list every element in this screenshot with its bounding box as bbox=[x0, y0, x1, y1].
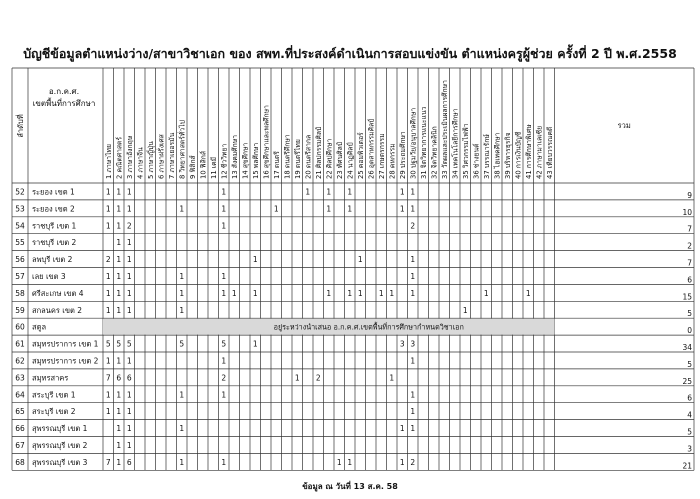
header-area-line1: อ.ก.ค.ศ. bbox=[48, 87, 80, 96]
cell-value: 1 bbox=[410, 255, 416, 265]
cell-value: 1 bbox=[221, 356, 227, 366]
subject-header: 37 บรรณารักษ์ bbox=[482, 134, 491, 179]
cell-value: 6 bbox=[116, 373, 122, 383]
cell-value: 1 bbox=[410, 288, 416, 298]
row-area-name: สุพรรณบุรี เขต 2 bbox=[32, 440, 88, 450]
cell-value: 1 bbox=[483, 288, 489, 298]
subject-header: 21 ศิลปกรรมศิลป์ bbox=[314, 126, 323, 179]
row-number: 65 bbox=[15, 407, 25, 417]
subject-header: 23 ทัศนศิลป์ bbox=[335, 141, 344, 179]
subject-header: 35 วิศวกรรมไฟฟ้า bbox=[461, 123, 470, 179]
row-number: 62 bbox=[15, 356, 25, 366]
cell-value: 1 bbox=[126, 187, 132, 197]
row-area-name: สมุทรปราการ เขต 1 bbox=[32, 339, 99, 349]
row-area-name: สมุทรปราการ เขต 2 bbox=[32, 356, 99, 366]
subject-header: 5 ภาษาญี่ปุ่น bbox=[146, 141, 155, 179]
cell-value: 1 bbox=[126, 305, 132, 315]
header-area-line2: เขตพื้นที่การศึกษา bbox=[32, 99, 96, 108]
subject-header: 43 เทียบวรรณคดี bbox=[545, 126, 554, 179]
row-total: 0 bbox=[687, 326, 692, 336]
subject-header: 4 ภาษาจีน bbox=[136, 147, 145, 179]
cell-value: 1 bbox=[179, 457, 185, 467]
row-area-name: ลพบุรี เขต 2 bbox=[32, 255, 73, 265]
cell-value: 5 bbox=[221, 339, 227, 349]
subject-header: 12 ชีววิทยา bbox=[220, 143, 229, 179]
cell-value: 1 bbox=[326, 204, 332, 214]
cell-value: 1 bbox=[116, 440, 122, 450]
cell-value: 1 bbox=[126, 255, 132, 265]
cell-value: 1 bbox=[126, 390, 132, 400]
cell-value: 1 bbox=[462, 305, 468, 315]
cell-value: 1 bbox=[105, 221, 111, 231]
cell-value: 1 bbox=[221, 204, 227, 214]
subject-header: 14 สุขศึกษา bbox=[241, 142, 250, 179]
cell-value: 2 bbox=[410, 457, 416, 467]
cell-value: 1 bbox=[116, 305, 122, 315]
row-area-name: ราชบุรี เขต 1 bbox=[32, 221, 77, 231]
cell-value: 1 bbox=[399, 204, 405, 214]
cell-value: 1 bbox=[126, 238, 132, 248]
cell-value: 1 bbox=[410, 271, 416, 281]
subject-header: 7 ภาษาเยอรมัน bbox=[167, 132, 176, 179]
cell-value: 1 bbox=[126, 407, 132, 417]
cell-value: 1 bbox=[179, 424, 185, 434]
header-total: รวม bbox=[617, 121, 631, 130]
cell-value: 1 bbox=[105, 305, 111, 315]
cell-value: 7 bbox=[105, 373, 111, 383]
row-area-name: สระบุรี เขต 1 bbox=[32, 390, 76, 400]
pending-note: อยู่ระหว่างนำเสนอ อ.ก.ค.ศ.เขตพื้นที่การศึกษากำหนดวิชาเอก bbox=[273, 322, 464, 332]
row-area-name: สตูล bbox=[32, 322, 47, 332]
cell-value: 1 bbox=[221, 187, 227, 197]
row-area-name: ระยอง เขต 1 bbox=[32, 187, 75, 197]
cell-value: 1 bbox=[357, 255, 363, 265]
cell-value: 1 bbox=[126, 356, 132, 366]
cell-value: 1 bbox=[252, 288, 258, 298]
row-area-name: สกลนคร เขต 2 bbox=[32, 305, 82, 315]
row-total: 6 bbox=[687, 393, 692, 403]
row-area-name: ราชบุรี เขต 2 bbox=[32, 238, 77, 248]
cell-value: 1 bbox=[105, 204, 111, 214]
cell-value: 1 bbox=[116, 356, 122, 366]
cell-value: 1 bbox=[294, 373, 300, 383]
cell-value: 1 bbox=[179, 305, 185, 315]
row-area-name: สมุทรสาคร bbox=[32, 373, 69, 383]
row-number: 54 bbox=[15, 221, 25, 231]
cell-value: 1 bbox=[410, 390, 416, 400]
cell-value: 1 bbox=[116, 238, 122, 248]
row-total: 25 bbox=[682, 376, 692, 386]
row-number: 66 bbox=[15, 424, 25, 434]
cell-value: 1 bbox=[347, 288, 353, 298]
cell-value: 1 bbox=[221, 271, 227, 281]
row-total: 3 bbox=[687, 444, 692, 454]
cell-value: 1 bbox=[410, 424, 416, 434]
row-total: 5 bbox=[687, 427, 692, 437]
subject-header: 30 ปฐมวัย/อนุบาลศึกษา bbox=[409, 107, 418, 179]
cell-value: 6 bbox=[126, 457, 132, 467]
cell-value: 5 bbox=[126, 339, 132, 349]
cell-value: 5 bbox=[105, 339, 111, 349]
row-number: 59 bbox=[15, 305, 25, 315]
subject-header: 17 ดนตรี bbox=[272, 151, 281, 179]
cell-value: 6 bbox=[126, 373, 132, 383]
subject-header: 22 ศิลปศึกษา bbox=[325, 138, 334, 179]
subject-header: 29 ประถมศึกษา bbox=[398, 131, 407, 179]
row-number: 63 bbox=[15, 373, 25, 383]
cell-value: 1 bbox=[378, 288, 384, 298]
cell-value: 1 bbox=[305, 187, 311, 197]
row-number: 68 bbox=[15, 457, 25, 467]
subject-header: 28 คหกรรม bbox=[388, 143, 397, 179]
cell-value: 1 bbox=[357, 288, 363, 298]
subject-header: 25 คอมพิวเตอร์ bbox=[356, 132, 365, 179]
row-total: 4 bbox=[687, 410, 692, 420]
subject-header: 20 ดนตรีสากล bbox=[304, 134, 313, 179]
row-number: 58 bbox=[15, 288, 25, 298]
row-area-name: สุพรรณบุรี เขต 1 bbox=[32, 424, 88, 434]
row-area-name: สระบุรี เขต 2 bbox=[32, 407, 76, 417]
row-total: 7 bbox=[687, 224, 692, 234]
row-number: 52 bbox=[15, 187, 25, 197]
cell-value: 2 bbox=[410, 221, 416, 231]
subject-header: 40 การเงินบัญชี bbox=[514, 131, 523, 179]
cell-value: 1 bbox=[179, 288, 185, 298]
subject-header: 19 ดนตรีไทย bbox=[293, 139, 302, 179]
subject-header: 34 เทคโนโลยีการศึกษา bbox=[451, 108, 460, 179]
subject-header: 8 วิทยาศาสตร์ทั่วไป bbox=[178, 120, 187, 179]
subject-header: 24 นาฏศิลป์ bbox=[346, 142, 355, 179]
cell-value: 1 bbox=[399, 424, 405, 434]
subject-header: 13 สังคมศึกษา bbox=[230, 134, 239, 179]
cell-value: 1 bbox=[116, 424, 122, 434]
cell-value: 1 bbox=[126, 288, 132, 298]
subject-header: 33 วัดผลและประเมินผลการศึกษา bbox=[440, 80, 449, 179]
cell-value: 1 bbox=[389, 373, 395, 383]
cell-value: 1 bbox=[126, 424, 132, 434]
subject-header: 3 ภาษาอังกฤษ bbox=[125, 135, 134, 179]
row-area-name: เลย เขต 3 bbox=[32, 271, 66, 281]
subject-header: 6 ภาษาฝรั่งเศส bbox=[157, 134, 166, 179]
cell-value: 1 bbox=[116, 457, 122, 467]
subject-header: 32 จิตวิทยาคลินิก bbox=[430, 126, 439, 179]
cell-value: 1 bbox=[399, 187, 405, 197]
row-number: 56 bbox=[15, 255, 25, 265]
subject-header: 39 บริหารธุรกิจ bbox=[503, 132, 512, 179]
cell-value: 3 bbox=[410, 339, 416, 349]
cell-value: 1 bbox=[116, 390, 122, 400]
cell-value: 1 bbox=[410, 187, 416, 197]
row-number: 61 bbox=[15, 339, 25, 349]
header-seq: ลำดับที่ bbox=[16, 114, 25, 138]
cell-value: 1 bbox=[179, 390, 185, 400]
subject-header: 18 ดนตรีศึกษา bbox=[283, 134, 292, 179]
cell-value: 1 bbox=[126, 204, 132, 214]
row-area-name: สุพรรณบุรี เขต 3 bbox=[32, 457, 88, 467]
subject-header: 26 อุตสาหกรรมศิลป์ bbox=[367, 118, 376, 179]
cell-value: 1 bbox=[105, 271, 111, 281]
row-number: 64 bbox=[15, 390, 25, 400]
row-number: 57 bbox=[15, 271, 25, 281]
cell-value: 1 bbox=[116, 204, 122, 214]
cell-value: 1 bbox=[116, 407, 122, 417]
row-total: 34 bbox=[682, 343, 692, 352]
cell-value: 5 bbox=[179, 339, 185, 349]
cell-value: 1 bbox=[126, 440, 132, 450]
cell-value: 1 bbox=[126, 271, 132, 281]
subject-header: 1 ภาษาไทย bbox=[104, 144, 113, 179]
cell-value: 1 bbox=[347, 457, 353, 467]
cell-value: 1 bbox=[105, 356, 111, 366]
cell-value: 1 bbox=[116, 187, 122, 197]
cell-value: 1 bbox=[116, 288, 122, 298]
cell-value: 2 bbox=[105, 255, 111, 265]
cell-value: 1 bbox=[105, 288, 111, 298]
cell-value: 1 bbox=[326, 187, 332, 197]
cell-value: 1 bbox=[116, 255, 122, 265]
row-total: 5 bbox=[687, 359, 692, 369]
cell-value: 1 bbox=[347, 187, 353, 197]
cell-value: 1 bbox=[231, 288, 237, 298]
cell-value: 1 bbox=[326, 288, 332, 298]
cell-value: 1 bbox=[221, 390, 227, 400]
cell-value: 1 bbox=[105, 390, 111, 400]
subject-header: 10 ฟิสิกส์ bbox=[199, 150, 208, 179]
cell-value: 2 bbox=[315, 373, 321, 383]
cell-value: 1 bbox=[252, 339, 258, 349]
subject-header: 9 ฟิสิกส์ bbox=[188, 155, 197, 179]
cell-value: 1 bbox=[221, 288, 227, 298]
subject-header: 27 เกษตรกรรม bbox=[377, 133, 386, 179]
subject-header: 15 พลศึกษา bbox=[251, 142, 260, 179]
cell-value: 1 bbox=[179, 204, 185, 214]
cell-value: 1 bbox=[221, 221, 227, 231]
cell-value: 1 bbox=[410, 356, 416, 366]
subject-header: 36 ช่างยนต์ bbox=[472, 143, 481, 179]
row-total: 21 bbox=[682, 461, 692, 471]
row-area-name: ศรีสะเกษ เขต 4 bbox=[32, 288, 84, 298]
cell-value: 7 bbox=[105, 457, 111, 467]
subject-header: 16 สุขศึกษาและพลศึกษา bbox=[262, 105, 271, 179]
row-number: 60 bbox=[15, 322, 25, 332]
row-total: 2 bbox=[687, 241, 692, 251]
cell-value: 2 bbox=[221, 373, 227, 383]
row-area-name: ระยอง เขต 2 bbox=[32, 204, 75, 214]
row-number: 67 bbox=[15, 440, 25, 450]
cell-value: 1 bbox=[116, 221, 122, 231]
row-number: 55 bbox=[15, 238, 25, 248]
subject-header: 38 ไฮเทคศึกษา bbox=[493, 132, 502, 179]
cell-value: 1 bbox=[116, 271, 122, 281]
cell-value: 1 bbox=[221, 457, 227, 467]
row-total: 10 bbox=[682, 207, 692, 217]
cell-value: 1 bbox=[525, 288, 531, 298]
subject-header: 11 เคมี bbox=[209, 156, 218, 179]
row-number: 53 bbox=[15, 204, 25, 214]
cell-value: 1 bbox=[347, 204, 353, 214]
row-total: 9 bbox=[687, 190, 692, 200]
cell-value: 2 bbox=[126, 221, 132, 231]
row-total: 5 bbox=[687, 309, 692, 319]
cell-value: 1 bbox=[399, 457, 405, 467]
cell-value: 1 bbox=[336, 457, 342, 467]
row-total: 7 bbox=[687, 258, 692, 268]
row-total: 6 bbox=[687, 275, 692, 285]
cell-value: 3 bbox=[399, 339, 405, 349]
cell-value: 1 bbox=[179, 271, 185, 281]
cell-value: 1 bbox=[105, 407, 111, 417]
cell-value: 1 bbox=[410, 204, 416, 214]
row-total: 15 bbox=[682, 292, 692, 302]
cell-value: 5 bbox=[116, 339, 122, 349]
subject-header: 42 ภาษามาเลเซีย bbox=[535, 125, 544, 179]
cell-value: 1 bbox=[410, 407, 416, 417]
cell-value: 1 bbox=[389, 288, 395, 298]
subject-header: 41 การศึกษาพิเศษ bbox=[524, 124, 533, 179]
cell-value: 1 bbox=[273, 204, 279, 214]
footer-date: ข้อมูล ณ วันที่ 13 ส.ค. 58 bbox=[302, 482, 398, 491]
subject-header: 31 จิตวิทยาการแนะแนว bbox=[419, 106, 428, 179]
cell-value: 1 bbox=[252, 255, 258, 265]
page-title: บัญชีข้อมูลตำแหน่งว่าง/สาขาวิชาเอก ของ สพท.ที่ประสงค์ดำเนินการสอบแข่งขัน ตำแหน่งครูผู้ช่วย ครั้งที่ 2 ปี พ.ศ.2558 bbox=[23, 46, 677, 61]
subject-header: 2 คณิตศาสตร์ bbox=[115, 136, 124, 179]
cell-value: 1 bbox=[105, 187, 111, 197]
